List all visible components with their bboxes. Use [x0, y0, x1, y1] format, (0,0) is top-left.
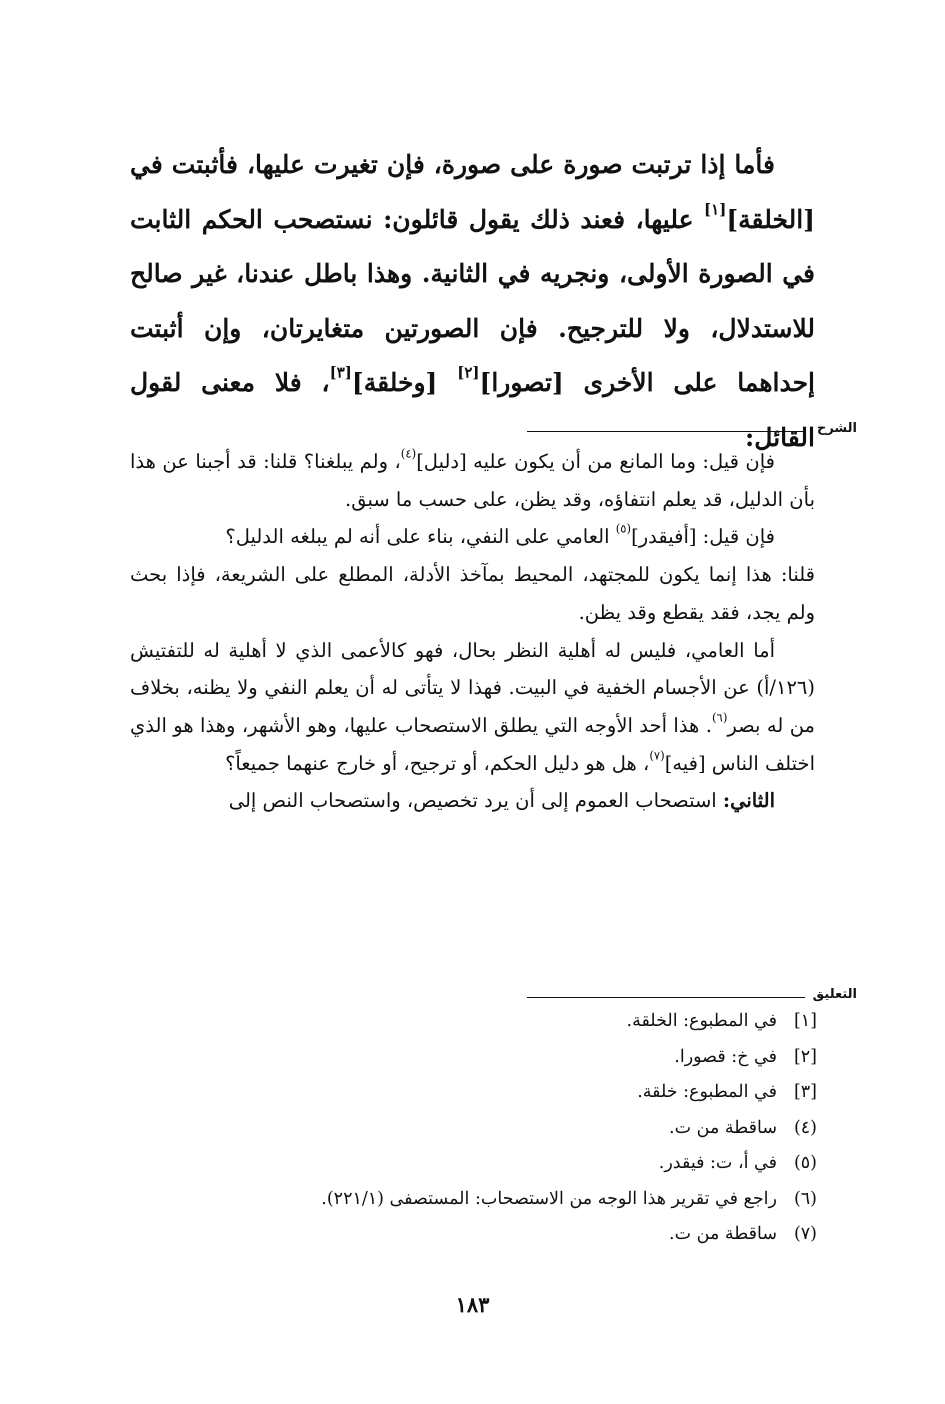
commentary-paragraph: قلنا: هذا إنما يكون للمجتهد، المحيط بمآخذ الأدلة، المطلع على الشريعة، فإذا بحث ولم يجد، فقد يقطع وقد يظن. [130, 563, 815, 624]
footnote-number: (٥) [793, 1153, 817, 1173]
commentary-paragraph: أما العامي، فليس له أهلية النظر بحال، فهو كالأعمى الذي لا أهلية له للتفتيش (١٢٦/أ) عن الأجسام الخفية في البيت. فهذا لا يتأتى له أن يعلم النفي ولا يظنه، بخلاف من له بصر$^{(٦)}$. هذا أحد الأوجه التي يطلق الاستصحاب عليها، وهو الأشهر، وهذا هو الذي اختلف الناس [فيه]$^{(٧)}$، هل هو دليل الحكم، أو ترجيح، أو خارج عنهما جميعاً؟ [130, 638, 815, 775]
footnote-number: [٢] [793, 1046, 817, 1067]
footnote-item [117, 1004, 817, 1040]
footnote-item [117, 1217, 817, 1253]
footnote-number: [١] [793, 1011, 817, 1031]
footnote-text: في خ: قصورا. [674, 1046, 777, 1067]
commentary-separator [527, 431, 805, 432]
footnote-item [117, 1075, 817, 1111]
footnote-number: (٦) [793, 1188, 817, 1209]
footnotes-list [117, 1004, 817, 1253]
footnote-text: ساقطة من ت. [669, 1117, 777, 1138]
footnote-text: في المطبوع: الخلقة. [626, 1011, 777, 1031]
footnote-text: في أ، ت: فيقدر. [658, 1153, 777, 1173]
footnote-ref[interactable]: (٤) [400, 446, 417, 461]
footnote-item [117, 1182, 817, 1218]
footnote-ref[interactable]: [٣] [329, 363, 352, 382]
commentary-text [130, 443, 815, 820]
footnote-number: (٤) [793, 1117, 817, 1138]
paragraph-lead: الثاني: [722, 789, 775, 813]
notes-section-label: التعليق [812, 987, 857, 1002]
commentary-paragraph: فإن قيل: [أفيقدر]$^{(٥)}$ العامي على النفي، بناء على أنه لم يبلغه الدليل؟ [225, 521, 775, 549]
footnote-text: في المطبوع: خلقة. [637, 1082, 777, 1102]
footnote-number: [٣] [793, 1082, 817, 1102]
footnote-text: راجع في تقرير هذا الوجه من الاستصحاب: المستصفى (٢٢١/١). [321, 1188, 777, 1209]
footnote-item [117, 1146, 817, 1182]
main-text [130, 138, 815, 465]
footnote-text: ساقطة من ت. [669, 1224, 777, 1244]
commentary-paragraph: الثاني: استصحاب العموم إلى أن يرد تخصيص، واستصحاب النص إلى [228, 789, 775, 813]
footnote-ref[interactable]: (٦) [711, 710, 728, 725]
footnote-ref[interactable]: [٢] [457, 363, 480, 382]
notes-separator [527, 997, 805, 998]
main-paragraph: فأما إذا ترتبت صورة على صورة، فإن تغيرت عليها، فأثبتت في [الخلقة][١] عليها، فعند ذلك يقول قائلون: نستصحب الحكم الثابت في الصورة الأولى، ونجريه في الثانية. وهذا باطل عندنا، غير صالح للاستدلال، ولا للترجيح. فإن الصورتين متغايرتان، وإن أثبتت إحداهما على الأخرى [تصورا][٢] [وخلقة][٣]، فلا معنى لقول القائل: [130, 150, 815, 452]
footnote-ref[interactable]: [١] [704, 200, 727, 218]
page-number: ١٨٣ [455, 1292, 490, 1317]
footnote-number: (٧) [793, 1224, 817, 1244]
footnote-item [117, 1040, 817, 1076]
commentary-section-label: الشرح [816, 421, 857, 436]
footnote-ref[interactable]: (٥) [615, 521, 632, 536]
footnote-ref[interactable]: (٧) [649, 748, 665, 763]
commentary-paragraph: فإن قيل: وما المانع من أن يكون عليه [دليل]$^{(٤)}$، ولم يبلغنا؟ قلنا: قد أجبنا عن هذا بأن الدليل، قد يعلم انتفاؤه، وقد يظن، على حسب ما سبق. [130, 446, 815, 511]
footnote-item [117, 1111, 817, 1147]
